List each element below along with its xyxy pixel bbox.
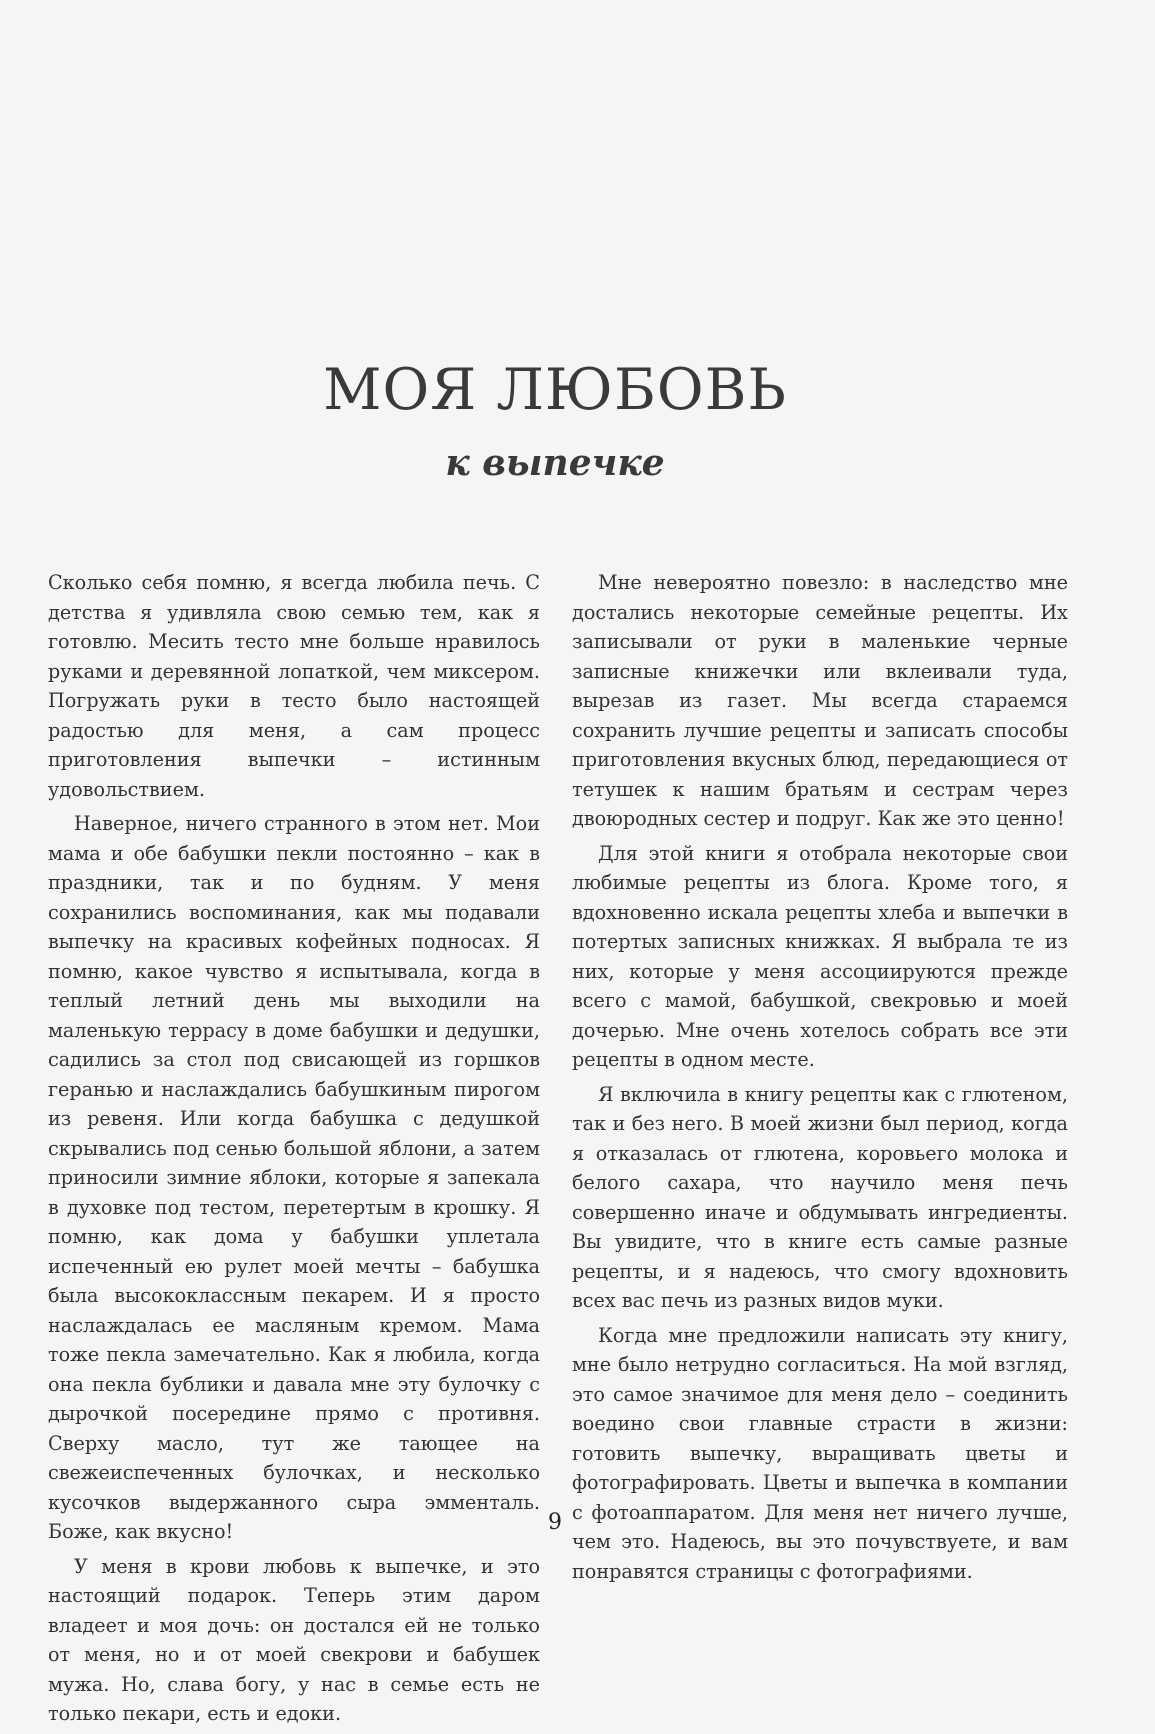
paragraph: Сколько себя помню, я всегда любила печь. С детства я удивляла свою семью тем, как я готовлю. Месить тесто мне больше нравилось руками и деревянной лопаткой, чем миксером. Погружать руки в тесто было настоящей радостью для меня, а сам процесс приготовления выпечки – истинным удовольствием.	[48, 571, 540, 801]
paragraph: Наверное, ничего странного в этом нет. Мои мама и обе бабушки пекли постоянно – как в праздники, так и по будням. У меня сохранились воспоминания, как мы подавали выпечку на красивых кофейных подносах. Я помню, какое чувство я испытывала, когда в теплый летний день мы выходили на маленькую террасу в доме бабушки и дедушки, садились за стол под свисающей из горшков геранью и наслаждались бабушкиным пирогом из ревеня. Или когда бабушка с дедушкой скрывались под сенью большой яблони, а затем приносили зимние яблоки, которые я запекала в духовке под тестом, перетертым в крошку. Я помню, как дома у бабушки уплетала испеченный ею рулет моей мечты – бабушка была высококлассным пекарем. И я просто наслаждалась ее масляным кремом. Мама тоже пекла замечательно. Как я любила, когда она пекла бублики и давала мне эту булочку с дырочкой посередине прямо с противня. Сверху масло, тут же тающее на свежеиспеченных булочках, и несколько кусочков выдержанного сыра эмменталь. Боже, как вкусно!	[48, 812, 540, 1543]
page-title: МОЯ ЛЮБОВЬ	[323, 357, 787, 423]
paragraph: Когда мне предложили написать эту книгу, мне было нетрудно согласиться. На мой взгляд, это самое значимое для меня дело – соединить воедино свои главные страсти в жизни: готовить выпечку, выращивать цветы и фотографировать. Цветы и выпечка в компании с фотоаппаратом. Для меня нет ничего лучше, чем это. Надеюсь, вы это почувствуете, и вам понравятся страницы с фотографиями.	[572, 1323, 1068, 1583]
paragraph: У меня в крови любовь к выпечке, и это настоящий подарок. Теперь этим даром владеет и моя дочь: он достался ей не только от меня, но и от моей свекрови и бабушек мужа. Но, слава богу, у нас в семье есть не только пекари, есть и едоки.	[48, 1554, 540, 1725]
paragraph: Мне невероятно повезло: в наследство мне достались некоторые семейные рецепты. Их записывали от руки в маленькие черные записные книжечки или вклеивали туда, вырезав из газет. Мы всегда стараемся сохранить лучшие рецепты и записать способы приготовления вкусных блюд, передающиеся от тетушек к нашим братьям и сестрам через двоюродных сестер и подруг. Как же это ценно!	[572, 571, 1068, 830]
right-text-column	[572, 568, 1068, 1591]
paragraph: Для этой книги я отобрала некоторые свои любимые рецепты из блога. Кроме того, я вдохновенно искала рецепты хлеба и выпечки в потертых записных книжках. Я выбрала те из них, которые у меня ассоциируются прежде всего с мамой, бабушкой, свекровью и моей дочерью. Мне очень хотелось собрать все эти рецепты в одном месте.	[572, 841, 1068, 1071]
page-number: 9	[548, 1510, 562, 1535]
paragraph: Я включила в книгу рецепты как с глютеном, так и без него. В моей жизни был период, когда я отказалась от глютена, коровьего молока и белого сахара, что научило меня печь совершенно иначе и обдумывать ингредиенты. Вы увидите, что в книге есть самые разные рецепты, и я надеюсь, что смогу вдохновить всех вас печь из разных видов муки.	[572, 1082, 1068, 1312]
page-subtitle: к выпечке	[445, 442, 665, 484]
left-text-column	[48, 568, 540, 1734]
